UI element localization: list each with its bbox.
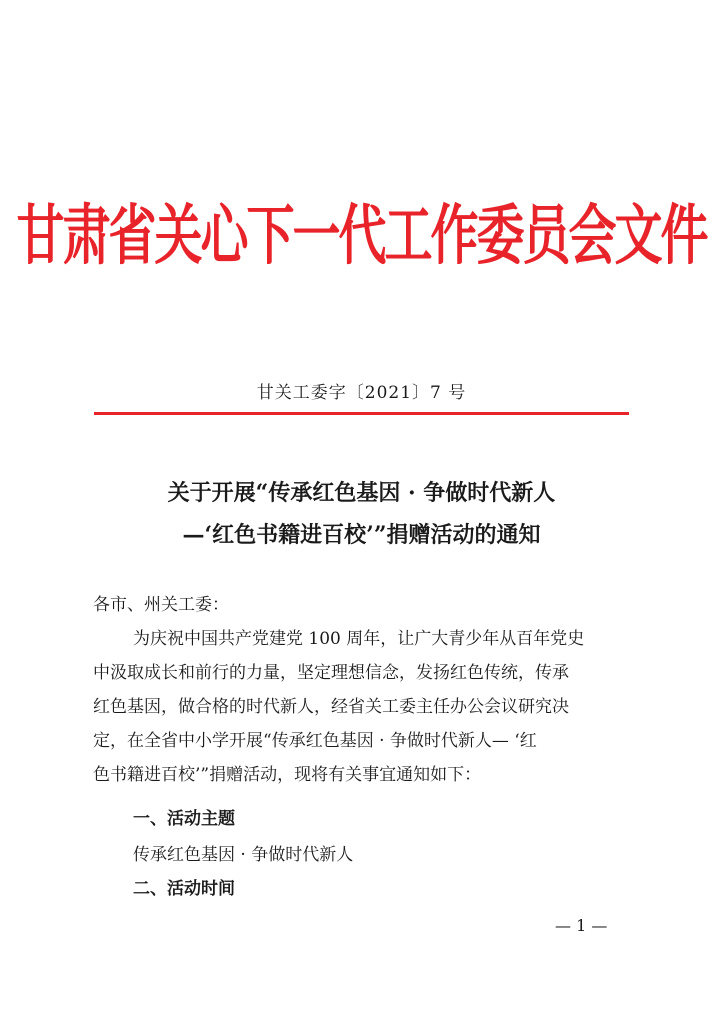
paragraph-line: 定，在全省中小学开展“传承红色基因 · 争做时代新人— ‘红 (93, 731, 537, 751)
red-divider-line (94, 412, 629, 415)
paragraph-line: 色书籍进百校’”捐赠活动，现将有关事宜通知如下： (93, 765, 482, 785)
salutation: 各市、州关工委： (93, 595, 229, 615)
section-1-content: 传承红色基因 · 争做时代新人 (133, 845, 354, 865)
document-header-title: 甘肃省关心下一代工作委员会文件 (16, 198, 707, 274)
notice-title-line-1: 关于开展“传承红色基因 · 争做时代新人 (167, 480, 556, 506)
paragraph-line: 为庆祝中国共产党建党 100 周年，让广大青少年从百年党史 (133, 629, 585, 649)
notice-title-line-2: —‘红色书籍进百校’”捐赠活动的通知 (182, 522, 541, 548)
section-2-heading: 二、活动时间 (133, 879, 235, 899)
paragraph-line: 中汲取成长和前行的力量，坚定理想信念，发扬红色传统，传承 (93, 663, 569, 683)
page-number: — 1 — (555, 916, 608, 935)
section-1-heading: 一、活动主题 (133, 809, 235, 829)
document-number: 甘关工委字〔2021〕7 号 (256, 383, 467, 403)
paragraph-line: 红色基因，做合格的时代新人，经省关工委主任办公会议研究决 (93, 697, 569, 717)
